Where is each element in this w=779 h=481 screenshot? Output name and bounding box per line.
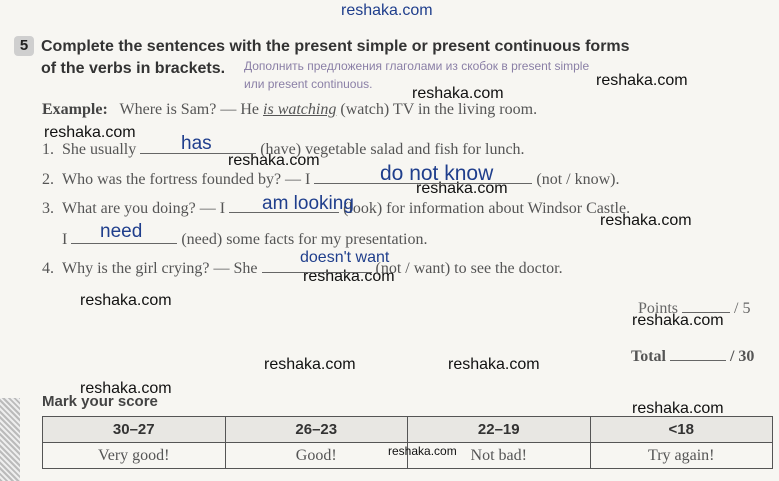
total-value: / 30 [729,348,755,365]
watermark: reshaka.com [632,312,724,329]
score-label: Try again! [590,443,773,469]
points-blank [682,298,730,313]
sentence-number: 1. [42,141,54,158]
total-blank [670,346,726,361]
example-text-after: (watch) TV in the living room. [340,101,538,118]
points-row [638,298,750,318]
total-label: Total [631,348,666,365]
sentence-text-before: She usually [62,141,137,158]
points-value: / 5 [734,300,751,317]
score-label: Not bad! [408,443,591,469]
watermark: reshaka.com [632,400,724,417]
sentence-text-after: (have) vegetable salad and fish for lunch. [260,141,525,158]
sentence-text-after: (look) for information about Windsor Castle. [343,200,631,217]
watermark: reshaka.com [596,72,688,89]
watermark: reshaka.com [600,212,692,229]
watermark: reshaka.com [388,444,457,458]
score-title: Mark your score [42,393,158,410]
watermark: reshaka.com [341,2,433,19]
exercise-title-line2: of the verbs in brackets. [41,60,226,77]
example-label: Example: [42,101,108,118]
watermark: reshaka.com [416,180,508,197]
watermark: reshaka.com [303,268,395,285]
sentence-1 [42,139,525,159]
sentence-text-after: (not / want) to see the doctor. [375,260,563,277]
exercise-title-line1: Complete the sentences with the present simple or present continuous forms [41,38,630,55]
score-table [42,416,773,469]
sentence-number: 4. [42,260,54,277]
sentence-text-after: (not / know). [536,171,620,188]
example-answer: is watching [263,101,337,118]
watermark: reshaka.com [80,380,172,397]
example-text-before: Where is Sam? — He [119,101,260,118]
watermark: reshaka.com [80,292,172,309]
example-line [42,101,537,119]
watermark: reshaka.com [264,356,356,373]
handwritten-answer-2: do not know [380,162,494,185]
watermark: reshaka.com [448,356,540,373]
score-label: Very good! [43,443,226,469]
sentence-text-before: Why is the girl crying? — She [62,260,258,277]
handwritten-answer-4: doesn't want [300,249,390,266]
sentence-text-before: What are you doing? — I [62,200,226,217]
handwritten-answer-3: am looking [262,193,354,214]
sentence-text-after: (need) some facts for my presentation. [181,231,428,248]
score-label: Good! [225,443,408,469]
watermark: reshaka.com [412,85,504,102]
score-range: 22–19 [408,417,591,443]
score-range: <18 [590,417,773,443]
sentence-text-before: Who was the fortress founded by? — I [62,171,311,188]
score-ranges-row [43,417,773,443]
exercise-number: 5 [14,36,34,56]
sentence-text-before: I [62,231,68,248]
handwritten-answer-3b: need [100,221,143,242]
watermark: reshaka.com [228,152,320,169]
score-range: 26–23 [225,417,408,443]
page-edge-pattern [0,398,20,481]
exercise-instruction-ru-line2: или present continuous. [244,77,373,91]
score-range: 30–27 [43,417,226,443]
points-label: Points [638,300,679,317]
watermark: reshaka.com [44,124,136,141]
handwritten-answer-1: has [181,133,212,154]
exercise-instruction-ru-line1: Дополнить предложения глаголами из скобок в present simple [244,59,590,73]
sentence-number: 2. [42,171,54,188]
sentence-number: 3. [42,200,54,217]
total-row [631,346,754,366]
sentence-2 [42,169,619,189]
